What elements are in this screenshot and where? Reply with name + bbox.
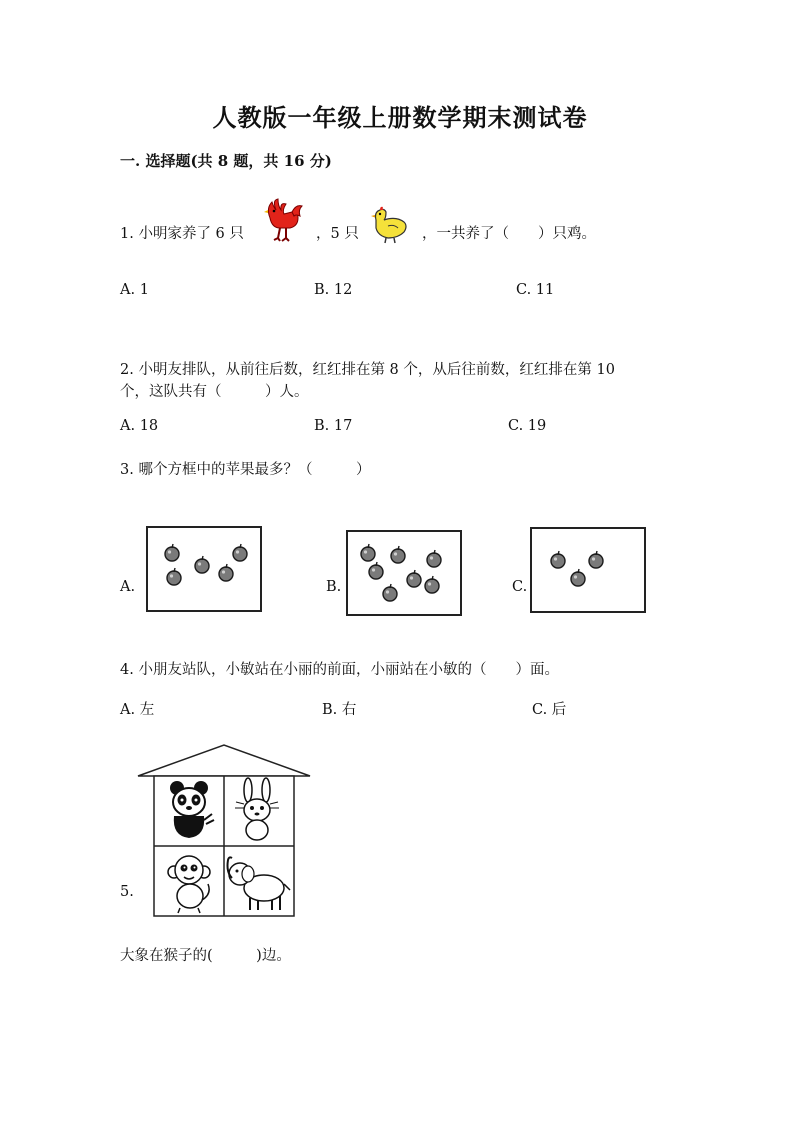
q4-option-a: A. 左 (120, 702, 155, 718)
apple-icon (167, 568, 181, 585)
q1-text-part2: ，5 只 (316, 226, 359, 242)
animal-house-figure (136, 744, 312, 920)
apple-icon (165, 544, 179, 561)
page-title: 人教版一年级上册数学期末测试卷 (212, 103, 588, 132)
rooster-icon (262, 198, 304, 242)
q4-option-c: C. 后 (532, 702, 567, 718)
q1-text-part1: 1. 小明家养了 6 只 (120, 226, 244, 242)
q5-text: 大象在猴子的( )边。 (120, 948, 291, 964)
q4-option-b: B. 右 (322, 702, 357, 718)
q3-text: 3. 哪个方框中的苹果最多？（ ） (120, 462, 371, 478)
q1-option-b: B. 12 (314, 282, 353, 298)
q2-text-line1: 2. 小明友排队，从前往后数，红红排在第 8 个，从后往前数，红红排在第 10 (120, 362, 615, 378)
q3-option-b: B. (326, 579, 342, 595)
apple-icon (219, 564, 233, 581)
q5-label: 5. (120, 884, 134, 900)
q1-text-part3: ，一共养了（ ）只鸡。 (422, 226, 596, 242)
q1-option-a: A. 1 (120, 282, 149, 298)
q2-option-a: A. 18 (120, 418, 159, 434)
apple-icon (391, 546, 405, 563)
q2-option-c: C. 19 (508, 418, 547, 434)
apple-icon (551, 551, 565, 568)
apple-icon (361, 544, 375, 561)
apple-icon (195, 556, 209, 573)
apple-icon (383, 584, 397, 601)
q3-option-c: C. (512, 579, 528, 595)
section-heading: 一. 选择题(共 8 题，共 16 分) (120, 152, 332, 170)
q1-option-c: C. 11 (516, 282, 555, 298)
q4-text: 4. 小朋友站队，小敏站在小丽的前面，小丽站在小敏的（ ）面。 (120, 662, 559, 678)
apple-box-b (346, 530, 462, 616)
q3-option-a: A. (120, 579, 136, 595)
q2-option-b: B. 17 (314, 418, 353, 434)
q2-text-line2: 个，这队共有（ ）人。 (120, 384, 309, 400)
apple-icon (427, 550, 441, 567)
apple-icon (369, 562, 383, 579)
apple-box-c (530, 527, 646, 613)
apple-icon (589, 551, 603, 568)
apple-icon (571, 569, 585, 586)
apple-box-a (146, 526, 262, 612)
apple-icon (407, 570, 421, 587)
hen-icon (368, 204, 410, 244)
apple-icon (425, 576, 439, 593)
apple-icon (233, 544, 247, 561)
